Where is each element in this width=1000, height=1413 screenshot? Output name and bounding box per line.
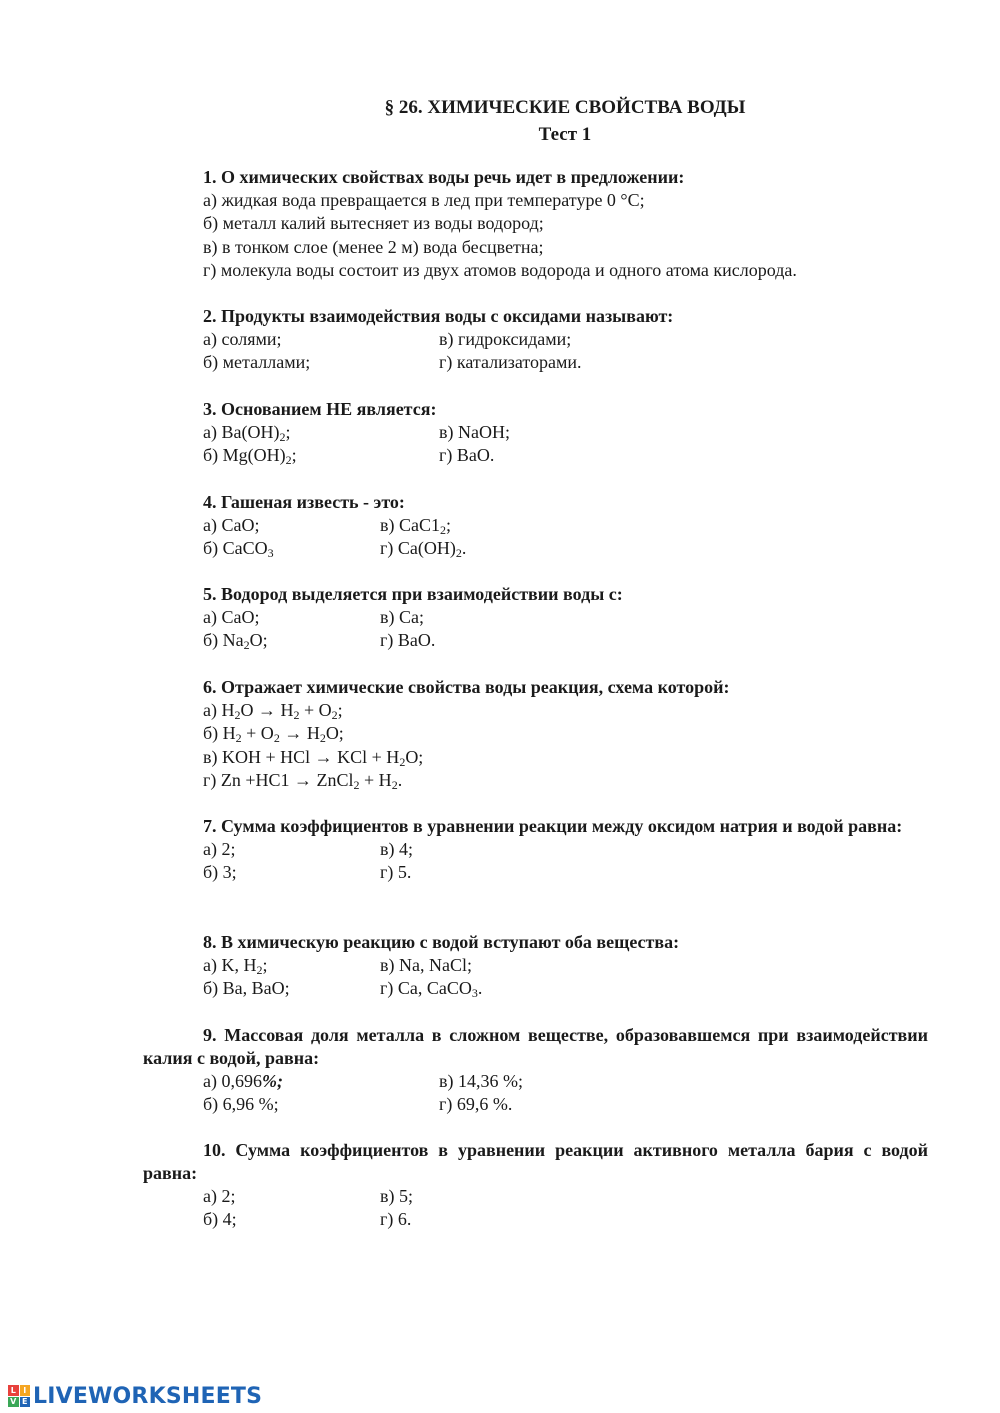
option-v: в) в тонком слое (менее 2 м) вода бесцветна;	[203, 236, 544, 257]
option-a: а) CaO;	[203, 515, 260, 535]
question-8	[203, 931, 928, 1001]
option-a: а) 2;	[203, 1186, 236, 1206]
option-b: б) $H_2 + O_2 \to H_2O$;	[203, 723, 344, 746]
question-title: 5. Водород выделяется при взаимодействии воды с:	[203, 584, 623, 604]
option-b: б) 6,96 %;	[203, 1094, 279, 1115]
option-g: г) 6.	[380, 1209, 412, 1230]
option-a: а) солями;	[203, 329, 282, 349]
question-title: 1. О химических свойствах воды речь идет в предложении:	[203, 167, 685, 187]
liveworksheets-logo[interactable]	[8, 1381, 262, 1411]
option-g: г) $Ca(OH)_2$.	[380, 538, 467, 561]
option-g: г) молекула воды состоит из двух атомов водорода и одного атома кислорода.	[203, 259, 797, 280]
question-10	[143, 1139, 928, 1232]
option-b: б) Ba, BaO;	[203, 978, 290, 999]
option-g: г) Ca, CaCO$_3$.	[380, 978, 483, 1001]
option-g: г) Zn +HC1 → ZnCl$_2$ + $H_2$.	[203, 769, 403, 792]
option-a: а) $Ba(OH)_2$;	[203, 422, 291, 444]
option-b: б) металл калий вытесняет из воды водород;	[203, 213, 544, 234]
page-subtitle: Тест 1	[538, 124, 592, 145]
option-v: в) NaOH;	[439, 422, 510, 442]
question-6	[203, 676, 928, 792]
option-v: в) $CaC1_2$;	[380, 515, 452, 537]
option-g: г) BaO.	[439, 445, 495, 466]
question-1	[203, 166, 928, 282]
page-header	[0, 94, 1000, 148]
question-title: 9. Массовая доля металла в сложном веществе, образовавшемся при взаимодействии калия с водой, равна:	[143, 1025, 928, 1068]
option-g: г) 69,6 %.	[439, 1094, 513, 1115]
option-b: б) $Mg(OH)_2$;	[203, 445, 297, 468]
option-b: б) 4;	[203, 1209, 237, 1230]
page-title: § 26. ХИМИЧЕСКИЕ СВОЙСТВА ВОДЫ	[384, 97, 746, 118]
question-7	[203, 815, 928, 885]
option-a: а) K, $H_2$;	[203, 955, 268, 977]
option-v: в) 5;	[380, 1186, 413, 1206]
option-v: в) 14,36 %;	[439, 1071, 523, 1091]
option-v: в) 4;	[380, 839, 413, 859]
option-g: г) катализаторами.	[439, 352, 582, 373]
question-title: 7. Сумма коэффициентов в уравнении реакции между оксидом натрия и водой равна:	[203, 816, 903, 836]
question-4	[203, 491, 928, 561]
question-title: 8. В химическую реакцию с водой вступают оба вещества:	[203, 932, 680, 952]
option-b: б) 3;	[203, 862, 237, 883]
option-a: а) 2;	[203, 839, 236, 859]
question-2	[203, 305, 928, 375]
option-a: а) $H_2O \to H_2 + O_2$;	[203, 700, 343, 722]
liveworksheets-badge-icon: L I V E	[8, 1385, 30, 1407]
option-v: в) гидроксидами;	[439, 329, 572, 349]
logo-text: LIVEWORKSHEETS	[33, 1383, 263, 1409]
option-a: а) 0,696 %;	[203, 1071, 283, 1091]
question-9	[143, 1024, 928, 1117]
option-b: б) CaCO$_3$	[203, 538, 274, 561]
option-v: в) KOH + HCl → KCl + $H_2O$;	[203, 746, 424, 769]
option-v: в) Na, NaCl;	[380, 955, 472, 975]
option-a: а) CaO;	[203, 607, 260, 627]
option-v: в) Ca;	[380, 607, 424, 627]
question-title: 2. Продукты взаимодействия воды с оксидами называют:	[203, 306, 674, 326]
option-b: б) металлами;	[203, 352, 311, 373]
question-title: 4. Гашеная известь - это:	[203, 492, 405, 512]
question-5	[203, 583, 928, 653]
question-title: 6. Отражает химические свойства воды реакция, схема которой:	[203, 677, 730, 697]
option-g: г) BaO.	[380, 630, 436, 651]
question-3	[203, 398, 928, 468]
question-title: 10. Сумма коэффициентов в уравнении реакции активного металла бария с водой равна:	[143, 1140, 928, 1183]
question-title: 3. Основанием НЕ является:	[203, 399, 437, 419]
option-a: а) жидкая вода превращается в лед при температуре 0 °С;	[203, 190, 645, 210]
option-b: б) $Na_2O$;	[203, 630, 268, 653]
option-g: г) 5.	[380, 862, 412, 883]
